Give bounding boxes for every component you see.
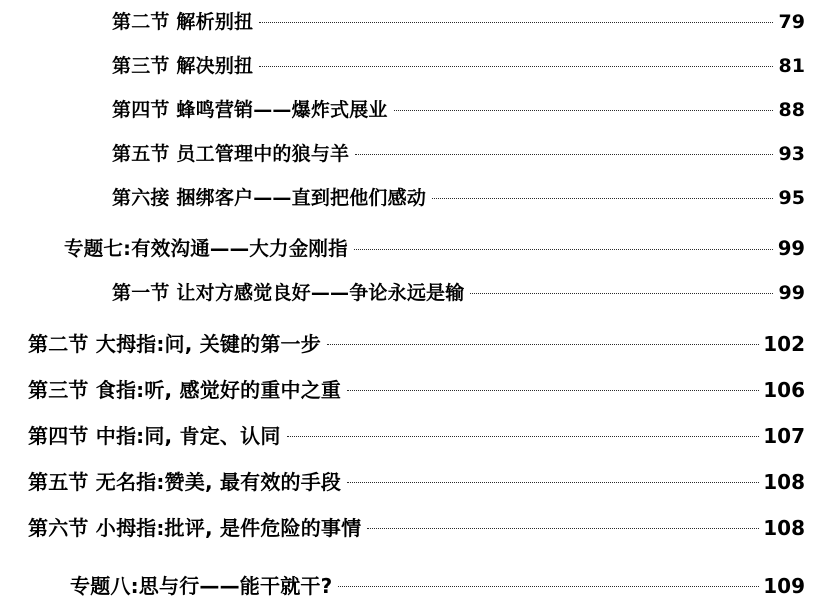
toc-entry-label: 第二节 解析别扭 <box>112 11 254 33</box>
toc-entry[interactable] <box>0 0 835 44</box>
toc-entry-topic[interactable] <box>0 226 835 271</box>
toc-entry-page: 99 <box>777 237 805 260</box>
toc-entry-page: 93 <box>778 143 805 165</box>
toc-entry-label: 第三节 解决别扭 <box>112 55 254 77</box>
dot-leader <box>347 469 759 489</box>
toc-entry-page: 109 <box>763 574 805 598</box>
dot-leader <box>470 280 773 299</box>
toc-entry[interactable] <box>0 44 835 88</box>
toc-entry-page: 108 <box>763 516 805 540</box>
toc-entry-label: 专题八:思与行——能干就干? <box>70 574 333 598</box>
toc-entry-label: 第四节 中指:同, 肯定、认同 <box>28 424 281 448</box>
dot-leader <box>338 573 759 593</box>
toc-entry-page: 102 <box>763 332 805 356</box>
dot-leader <box>327 331 759 351</box>
dot-leader <box>259 53 773 72</box>
toc-entry-page: 95 <box>778 187 805 209</box>
toc-entry-label: 第一节 让对方感觉良好——争论永远是输 <box>112 282 465 304</box>
toc-entry-page: 79 <box>778 11 805 33</box>
toc-entry[interactable] <box>0 413 835 459</box>
toc-entry-label: 第六节 小拇指:批评, 是件危险的事情 <box>28 516 362 540</box>
toc-entry-label: 第五节 无名指:赞美, 最有效的手段 <box>28 470 342 494</box>
toc-entry-page: 81 <box>778 55 805 77</box>
toc-entry-topic[interactable] <box>0 563 835 609</box>
toc-entry-label: 第三节 食指:听, 感觉好的重中之重 <box>28 378 342 402</box>
toc-entry-label: 第五节 员工管理中的狼与羊 <box>112 143 350 165</box>
dot-leader <box>432 185 773 204</box>
toc-entry[interactable] <box>0 505 835 551</box>
toc-entry[interactable] <box>0 271 835 315</box>
toc-entry-page: 108 <box>763 470 805 494</box>
toc-entry-label: 第四节 蜂鸣营销——爆炸式展业 <box>112 99 388 121</box>
toc-entry-page: 99 <box>778 282 805 304</box>
toc-entry[interactable] <box>0 321 835 367</box>
toc-entry-page: 88 <box>778 99 805 121</box>
toc-entry[interactable] <box>0 459 835 505</box>
toc-entry-label: 第二节 大拇指:问, 关键的第一步 <box>28 332 321 356</box>
dot-leader <box>347 377 759 397</box>
toc-entry[interactable] <box>0 367 835 413</box>
toc-entry-label: 专题七:有效沟通——大力金刚指 <box>64 237 348 260</box>
dot-leader <box>367 515 759 535</box>
dot-leader <box>355 141 773 160</box>
dot-leader <box>394 97 773 116</box>
toc-entry[interactable] <box>0 88 835 132</box>
toc-entry-page: 107 <box>763 424 805 448</box>
toc-entry-label: 第六接 捆绑客户——直到把他们感动 <box>112 187 427 209</box>
toc-entry-page: 106 <box>763 378 805 402</box>
toc-entry[interactable] <box>0 176 835 220</box>
section-spacer <box>0 551 835 563</box>
dot-leader <box>287 423 760 443</box>
dot-leader <box>354 236 773 256</box>
dot-leader <box>259 9 773 28</box>
toc-entry[interactable] <box>0 132 835 176</box>
